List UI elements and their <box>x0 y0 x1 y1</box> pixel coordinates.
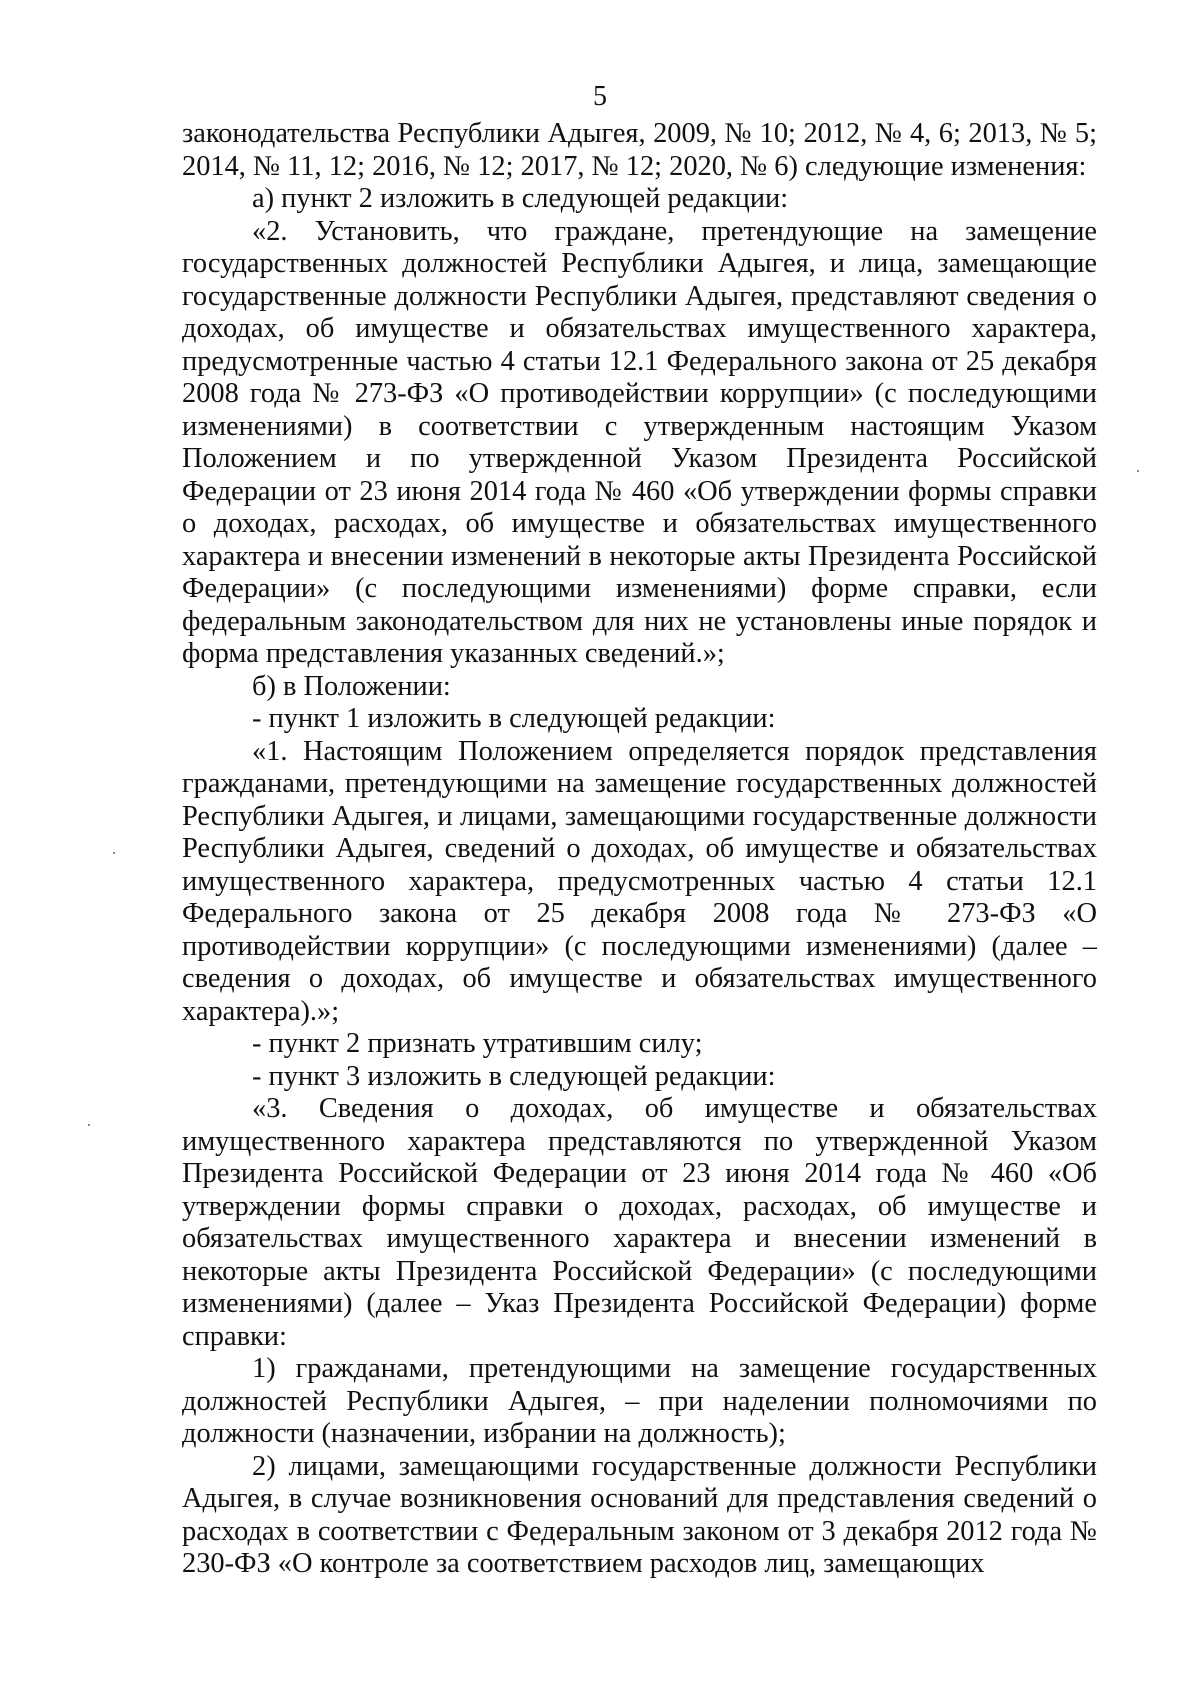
paragraph-point-2-repeal: - пункт 2 признать утратившим силу; <box>252 1028 703 1059</box>
page-number: 5 <box>593 81 607 112</box>
paragraph-item-a: а) пункт 2 изложить в следующей редакции: <box>252 183 789 214</box>
paragraph-quote-point-2: «2. Установить, что граждане, претендующие на замещение государственных должностей Республики Адыгея, и лица, замещающие государственные должности Республики Адыгея, представляют сведения о доходах, об имуществе и обязательствах имущественного характера, предусмотренные частью 4 статьи 12.1 Федерального закона от 25 декабря 2008 года № 273-ФЗ «О противодействии коррупции» (с последующими изменениями) в соответствии с утвержденным настоящим Указом Положением и по утвержденной Указом Президента Российской Федерации от 23 июня 2014 года № 460 «Об утверждении формы справки о доходах, расходах, об имуществе и обязательствах имущественного характера и внесении изменений в некоторые акты Президента Российской Федерации» (с последующими изменениями) форме справки, если федеральным законодательством для них не установлены иные порядок и форма представления указанных сведений.»; <box>182 215 1097 669</box>
paragraph-subitem-1: 1) гражданами, претендующими на замещение государственных должностей Республики Адыгея, – при наделении полномочиями по должности (назначении, избрании на должность); <box>182 1353 1097 1449</box>
document-body <box>182 118 1097 1581</box>
paragraph-quote-point-1: «1. Настоящим Положением определяется порядок представления гражданами, претендующими на замещение государственных должностей Республики Адыгея, и лицами, замещающими государственные должности Республики Адыгея, сведений о доходах, об имуществе и обязательствах имущественного характера, предусмотренных частью 4 статьи 12.1 Федерального закона от 25 декабря 2008 года № 273-ФЗ «О противодействии коррупции» (с последующими изменениями) (далее – сведения о доходах, об имуществе и обязательствах имущественного характера).»; <box>182 735 1097 1027</box>
paragraph-quote-point-3: «3. Сведения о доходах, об имуществе и обязательствах имущественного характера представляются по утвержденной Указом Президента Российской Федерации от 23 июня 2014 года № 460 «Об утверждении формы справки о доходах, расходах, об имуществе и обязательствах имущественного характера и внесении изменений в некоторые акты Президента Российской Федерации» (с последующими изменениями) (далее – Указ Президента Российской Федерации) форме справки: <box>182 1093 1097 1352</box>
scan-speck <box>88 1124 90 1126</box>
scan-speck <box>113 852 115 854</box>
paragraph-point-1-instruction: - пункт 1 изложить в следующей редакции: <box>252 703 776 734</box>
paragraph-subitem-2: 2) лицами, замещающими государственные должности Республики Адыгея, в случае возникновения оснований для представления сведений о расходах в соответствии с Федеральным законом от 3 декабря 2012 года № 230-ФЗ «О контроле за соответствием расходов лиц, замещающих <box>182 1450 1097 1579</box>
paragraph-point-3-instruction: - пункт 3 изложить в следующей редакции: <box>252 1060 776 1092</box>
scan-speck <box>1137 470 1139 472</box>
paragraph-continuation: законодательства Республики Адыгея, 2009, № 10; 2012, № 4, 6; 2013, № 5; 2014, № 11, 12; 2016, № 12; 2017, № 12; 2020, № 6) следующие изменения: <box>182 118 1097 182</box>
paragraph-item-b: б) в Положении: <box>252 670 451 702</box>
